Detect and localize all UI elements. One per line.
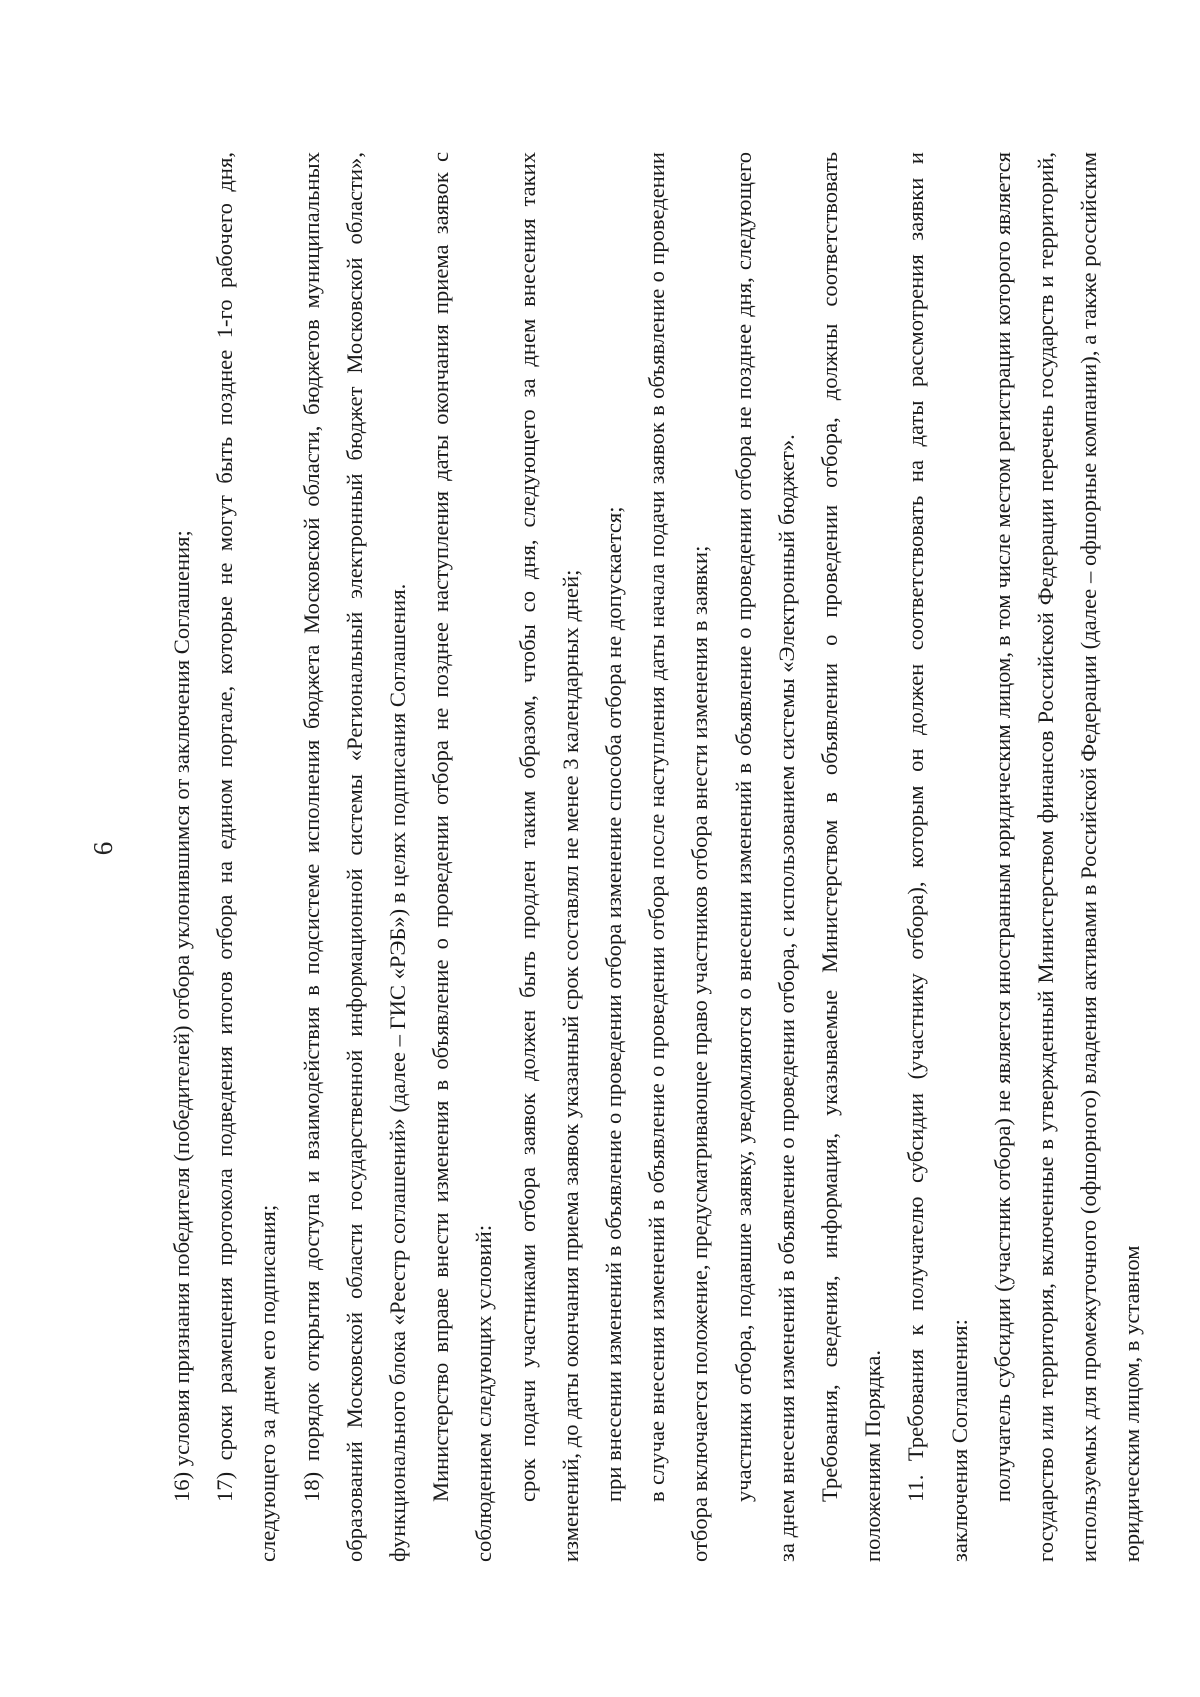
paragraph-deadline-extension: срок подачи участниками отбора заявок должен быть продлен таким образом, чтобы со дня, следующего за днем внесения таких изменений, до даты окончания приема заявок указанный срок составлял не менее 3 календарных дней; [514,152,583,1562]
paragraph-item-17: 17) сроки размещения протокола подведения итогов отбора на едином портале, которые не могут быть позднее 1-го рабочего дня, следующего за днем его подписания; [212,152,281,1562]
paragraph-amend-applications: в случае внесения изменений в объявление о проведении отбора после наступления даты начала подачи заявок в объявление о проведении отбора включается положение, предусматривающее право участников отбора внести изменения в заявки; [644,152,713,1562]
document-body [160,152,1154,1562]
paragraph-foreign-entity: получатель субсидии (участник отбора) не является иностранным юридическим лицом, в том числе местом регистрации которого является государство или территория, включенные в утвержденный Министерством финансов Российской Федерации перечень государств и территорий, используемых для промежуточного (офшорного) владения активами в Российской Федерации (далее – офшорные компании), а также российским юридическим лицом, в уставном [989,152,1145,1562]
page-number: 6 [88,841,118,856]
paragraph-section-11: 11. Требования к получателю субсидии (участнику отбора), которым он должен соответствовать на даты рассмотрения заявки и заключения Соглашения: [903,152,972,1562]
paragraph-requirements-info: Требования, сведения, информация, указываемые Министерством в объявлении о проведении отбора, должны соответствовать положениям Порядка. [817,152,886,1562]
paragraph-item-16: 16) условия признания победителя (победителей) отбора уклонившимся от заключения Соглашения; [169,530,194,1502]
paragraph-amendment-rights: Министерство вправе внести изменения в объявление о проведении отбора не позднее наступления даты окончания приема заявок с соблюдением следующих условий: [428,152,497,1562]
paragraph-participant-notice: участники отбора, подавшие заявку, уведомляются о внесении изменений в объявление о проведении отбора не позднее дня, следующего за днем внесения изменений в объявление о проведении отбора, с использованием системы «Электронный бюджет». [730,152,799,1562]
paragraph-item-18: 18) порядок открытия доступа и взаимодействия в подсистеме исполнения бюджета Московской области, бюджетов муниципальных образований Московской области государственной информационной системы «Региональный электронный бюджет Московской области», функционального блока «Реестр соглашений» (далее – ГИС «РЭБ») в целях подписания Соглашения. [298,152,411,1562]
paragraph-method-change: при внесении изменений в объявление о проведении отбора изменение способа отбора не допускается; [601,506,627,1502]
